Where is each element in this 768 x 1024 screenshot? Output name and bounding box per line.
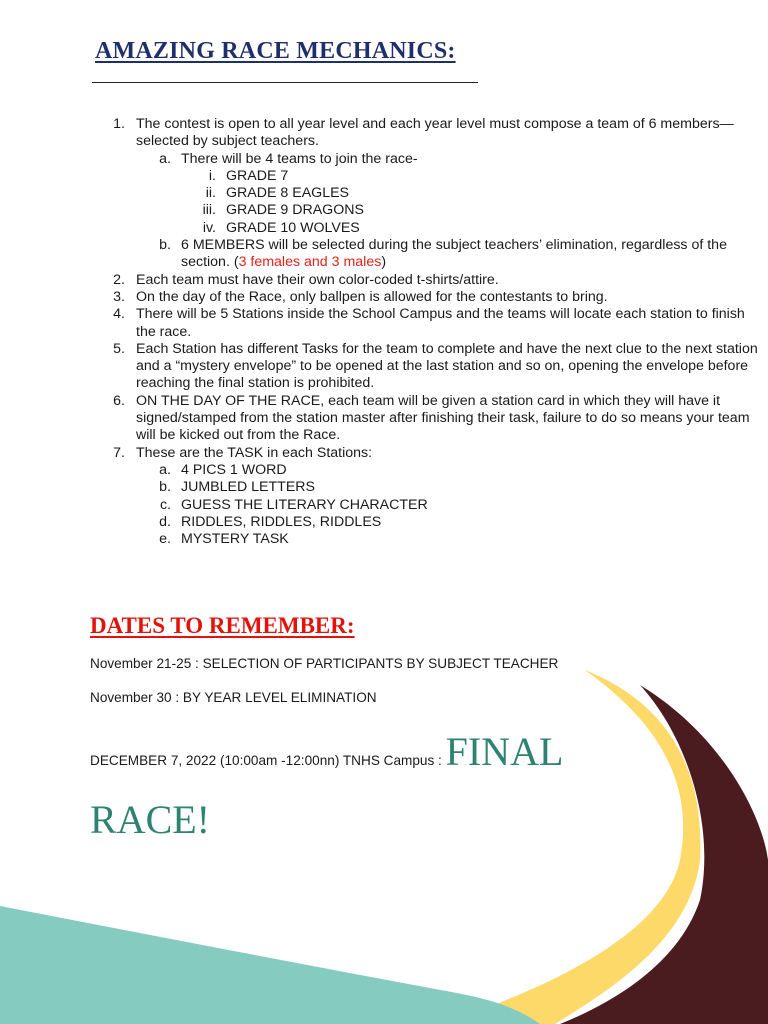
list-item-text-end: ) xyxy=(381,254,387,271)
list-marker: ii. xyxy=(205,185,216,202)
list-item-text: GRADE 9 DRAGONS xyxy=(226,202,364,219)
list-item xyxy=(0,220,768,237)
final-race-title: FINAL RACE! xyxy=(90,729,562,842)
list-item xyxy=(0,306,768,341)
date-line-selection: November 21-25 : SELECTION OF PARTICIPANTS BY SUBJECT TEACHER xyxy=(90,656,559,671)
list-item xyxy=(0,151,768,168)
list-marker: 5. xyxy=(113,340,125,357)
list-item-text: Each team must have their own color-coded t-shirts/attire. xyxy=(136,271,499,288)
list-item-text: On the day of the Race, only ballpen is allowed for the contestants to bring. xyxy=(136,288,608,305)
list-item-text: MYSTERY TASK xyxy=(181,531,289,548)
list-item-text: ON THE DAY OF THE RACE, each team will be given a station card in which they will have it signed/stamped from the station master after finishing their task, failure to do so means your team will be kicked out from the Race. xyxy=(136,392,750,444)
list-item-text: 6 MEMBERS will be selected during the subject teachers’ elimination, regardless of the section. ( xyxy=(181,237,727,271)
list-item-text: There will be 4 teams to join the race- xyxy=(181,150,418,167)
list-item-text: The contest is open to all year level and each year level must compose a team of 6 members—selected by subject teachers. xyxy=(136,116,734,150)
title-rule xyxy=(92,82,478,83)
list-marker: i. xyxy=(208,167,216,184)
list-item-text: GRADE 7 xyxy=(226,167,289,184)
list-item-text: RIDDLES, RIDDLES, RIDDLES xyxy=(181,513,382,530)
list-marker: 4. xyxy=(113,306,125,323)
list-marker: d. xyxy=(159,513,171,530)
list-marker: b. xyxy=(159,479,171,496)
list-item xyxy=(0,445,768,462)
list-marker: iii. xyxy=(202,202,216,219)
list-item xyxy=(0,514,768,531)
mechanics-list xyxy=(0,116,768,548)
highlight-text: 3 females and 3 males xyxy=(238,254,382,271)
list-item xyxy=(0,168,768,185)
list-marker: 3. xyxy=(113,288,125,305)
list-item xyxy=(0,202,768,219)
list-item xyxy=(0,289,768,306)
dates-heading: DATES TO REMEMBER: xyxy=(90,613,355,638)
list-marker: iv. xyxy=(202,219,216,236)
list-item xyxy=(0,479,768,496)
list-item xyxy=(0,116,768,151)
list-marker: b. xyxy=(159,237,171,254)
list-item-text: These are the TASK in each Stations: xyxy=(136,444,373,461)
list-marker: 6. xyxy=(113,392,125,409)
list-item xyxy=(0,341,768,393)
list-marker: c. xyxy=(159,496,171,513)
list-marker: 1. xyxy=(113,116,125,132)
list-marker: a. xyxy=(159,461,171,478)
list-item xyxy=(0,462,768,479)
list-item-text: GRADE 8 EAGLES xyxy=(226,185,350,202)
list-item-text: JUMBLED LETTERS xyxy=(181,479,316,496)
list-item-text: 4 PICS 1 WORD xyxy=(181,461,287,478)
mechanics-title: AMAZING RACE MECHANICS: xyxy=(95,38,456,64)
date-line-elimination: November 30 : BY YEAR LEVEL ELIMINATION xyxy=(90,690,377,705)
list-item xyxy=(0,272,768,289)
list-item xyxy=(0,185,768,202)
list-item xyxy=(0,237,768,272)
final-race-date: DECEMBER 7, 2022 (10:00am -12:00nn) TNHS Campus : xyxy=(90,753,446,768)
list-item xyxy=(0,393,768,445)
list-item xyxy=(0,531,768,548)
list-marker: a. xyxy=(159,150,171,167)
list-marker: e. xyxy=(159,531,171,548)
final-race-line xyxy=(90,722,650,858)
list-item-text: There will be 5 Stations inside the School Campus and the teams will locate each station to finish the race. xyxy=(136,306,745,340)
list-marker: 2. xyxy=(113,271,125,288)
list-item-text: GUESS THE LITERARY CHARACTER xyxy=(181,496,428,513)
list-item-text: GRADE 10 WOLVES xyxy=(226,219,360,236)
list-item xyxy=(0,497,768,514)
list-marker: 7. xyxy=(113,444,125,461)
list-item-text: Each Station has different Tasks for the team to complete and have the next clue to the next station and a “mystery envelope” to be opened at the last station and so on, opening the envelope before reaching the final station is prohibited. xyxy=(136,340,758,392)
